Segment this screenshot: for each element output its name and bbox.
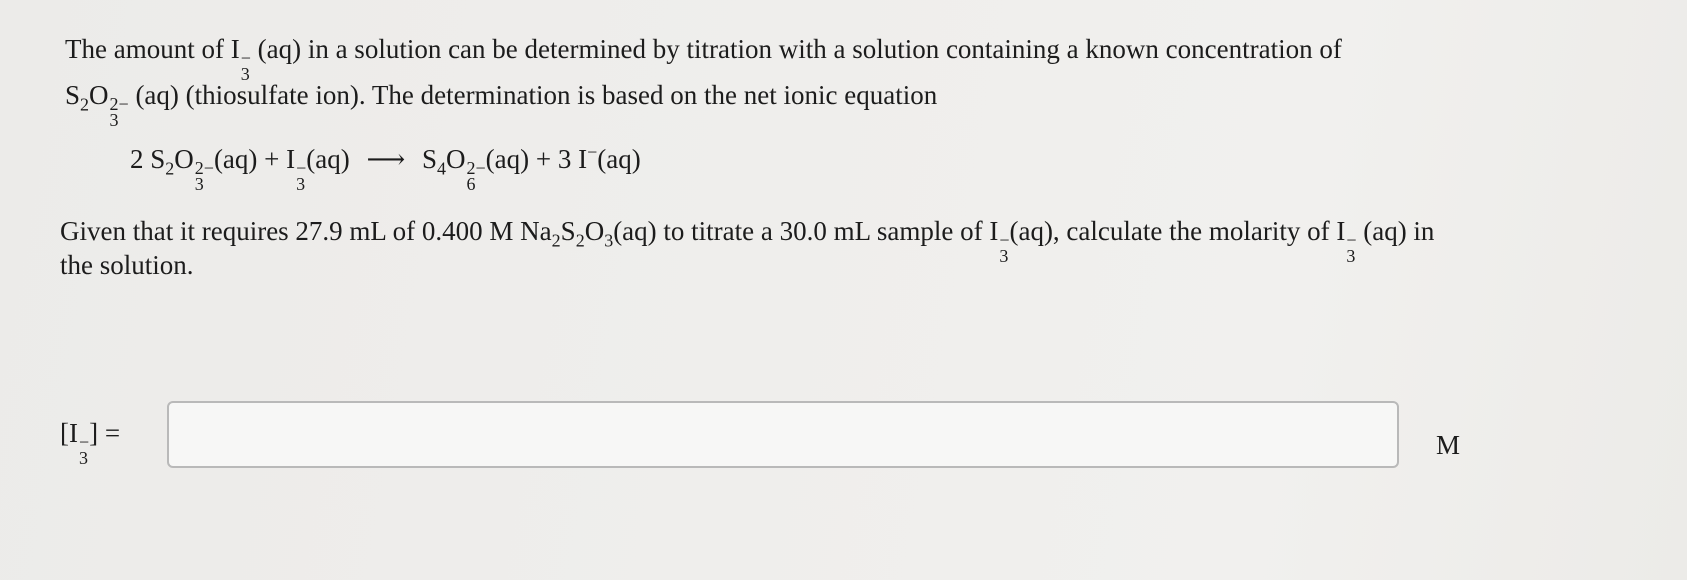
subscript-count: 3 — [1346, 246, 1356, 266]
problem-given-line1 — [60, 212, 1434, 264]
text-segment: the solution. — [60, 250, 194, 280]
superscript-charge: − — [240, 48, 251, 68]
equation-term: (aq) — [597, 144, 641, 174]
text-segment: (aq) to titrate a 30.0 mL sample of I — [613, 216, 999, 246]
equation-term: 2 S — [130, 144, 166, 174]
problem-intro-line2 — [65, 76, 937, 128]
subscript-count: 3 — [604, 230, 614, 251]
superscript-charge: − — [999, 230, 1010, 250]
subscript-count: 3 — [109, 110, 119, 130]
text-segment: (aq) in — [1363, 216, 1435, 246]
triiodide-notation — [78, 414, 89, 466]
equation-term: (aq) + 3 I — [485, 144, 588, 174]
reaction-arrow-icon: ⟶ — [366, 144, 406, 174]
triiodide-notation — [240, 30, 251, 82]
superscript-charge: − — [587, 142, 598, 162]
subscript-count: 2 — [551, 230, 561, 251]
triiodide-notation — [1345, 212, 1356, 264]
thiosulfate-charge — [194, 140, 214, 192]
subscript-count: 3 — [194, 174, 204, 194]
subscript-count: 3 — [78, 448, 88, 468]
text-segment: (aq) (thiosulfate ion). The determination is based on the net ionic equation — [135, 80, 938, 110]
subscript-count: 3 — [296, 174, 306, 194]
superscript-charge: 2− — [109, 94, 129, 114]
subscript-count: 2 — [575, 230, 585, 251]
tetrathionate-charge — [466, 140, 486, 192]
text-segment: Given that it requires 27.9 mL of 0.400 M Na — [60, 216, 552, 246]
subscript-count: 4 — [437, 158, 446, 179]
subscript-count: 3 — [999, 246, 1009, 266]
superscript-charge: − — [1346, 230, 1357, 250]
triiodide-notation — [998, 212, 1009, 264]
net-ionic-equation — [130, 140, 641, 192]
superscript-charge: − — [78, 432, 90, 452]
superscript-charge: 2− — [194, 158, 214, 178]
superscript-charge: 2− — [466, 158, 486, 178]
text-segment: The amount of I — [65, 34, 240, 64]
text-segment: S — [560, 216, 576, 246]
text-segment: ] = — [89, 418, 121, 448]
equation-term: O — [174, 144, 194, 174]
text-segment: O — [584, 216, 605, 246]
subscript-count: 2 — [165, 158, 175, 179]
equation-term: S — [421, 144, 437, 174]
problem-intro-line1 — [65, 30, 1342, 82]
superscript-charge: − — [296, 158, 307, 178]
subscript-count: 3 — [240, 64, 250, 84]
thiosulfate-charge — [109, 76, 129, 128]
subscript-count: 2 — [80, 94, 90, 115]
text-segment: (aq) in a solution can be determined by titration with a solution containing a known concentration of — [257, 34, 1342, 64]
text-segment: [I — [60, 418, 78, 448]
molarity-answer-input[interactable] — [167, 401, 1399, 468]
equation-term: (aq) — [306, 144, 350, 174]
equation-term: O — [446, 144, 466, 174]
equation-term: (aq) + I — [213, 144, 296, 174]
triiodide-notation — [295, 140, 306, 192]
subscript-count: 6 — [466, 174, 476, 194]
answer-label — [60, 414, 120, 466]
text-segment: O — [89, 80, 109, 110]
problem-given-line2 — [60, 246, 194, 284]
text-segment: (aq), calculate the molarity of I — [1009, 216, 1346, 246]
unit-label: M — [1436, 430, 1461, 460]
text-segment: S — [65, 80, 81, 110]
